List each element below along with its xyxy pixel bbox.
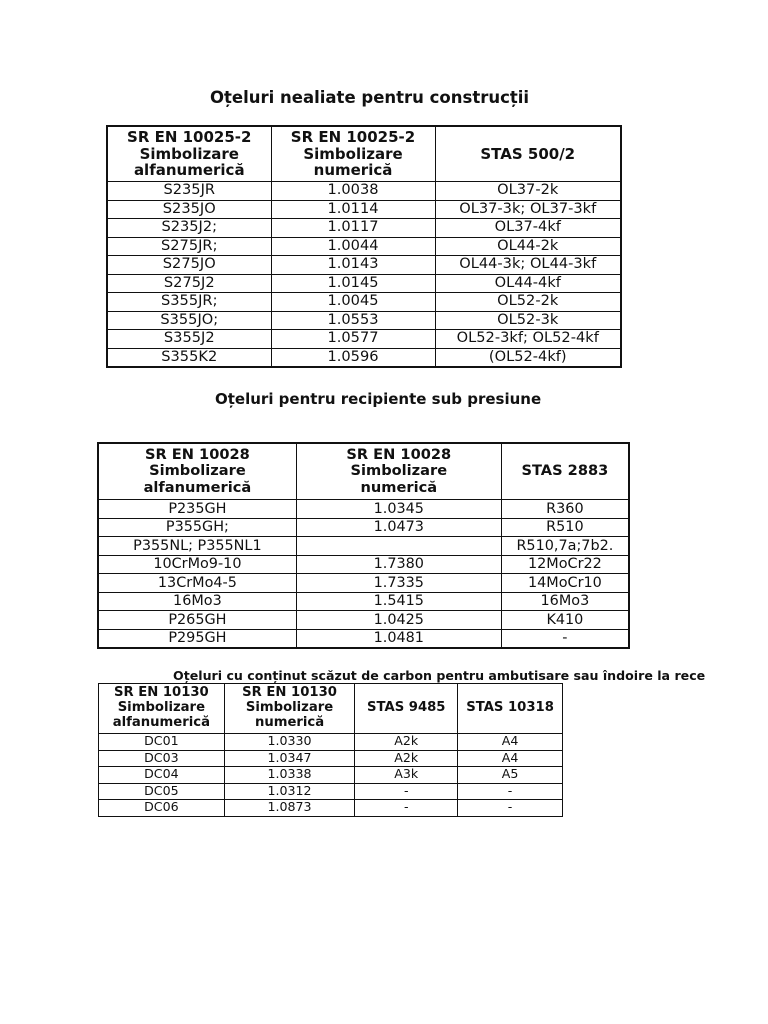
table-cell: 1.0596	[271, 348, 435, 367]
column-header-line: SR EN 10130	[113, 685, 209, 701]
table-ambutisare	[98, 683, 563, 817]
table-recipiente	[97, 442, 630, 649]
section-title-ambutisare: Oțeluri cu conținut scăzut de carbon pentru ambutisare sau îndoire la rece	[173, 668, 706, 683]
column-header	[296, 443, 501, 500]
table-row	[107, 348, 621, 367]
table-cell: S275JR;	[107, 237, 271, 256]
table-cell: -	[355, 800, 458, 817]
table-cell: P355NL; P355NL1	[98, 537, 296, 556]
table-row	[107, 311, 621, 330]
column-header	[107, 126, 271, 182]
table-cell: OL37-2k	[435, 182, 621, 201]
column-header	[355, 684, 458, 734]
table-cell: S355JO;	[107, 311, 271, 330]
table-cell: S235J2;	[107, 219, 271, 238]
table-cell: OL37-4kf	[435, 219, 621, 238]
column-header	[99, 684, 225, 734]
column-header-line: numerică	[313, 161, 393, 180]
table-row	[107, 274, 621, 293]
column-header	[435, 126, 621, 182]
column-header	[224, 684, 355, 734]
column-header-line: SR EN 10028	[346, 445, 452, 463]
table-cell: P295GH	[98, 629, 296, 648]
table-cell: 1.5415	[296, 592, 501, 611]
table-cell: A4	[458, 734, 563, 751]
column-header-line: Simbolizare	[350, 462, 448, 480]
table-cell: 12MoCr22	[501, 555, 629, 574]
table-row	[99, 783, 563, 800]
column-header-line: STAS 500/2	[480, 144, 576, 163]
column-header-line: alfanumerică	[112, 714, 210, 730]
section-title-recipiente: Oțeluri pentru recipiente sub presiune	[215, 390, 542, 408]
table-cell: P235GH	[98, 500, 296, 519]
table-header-row	[99, 684, 563, 734]
column-header	[98, 443, 296, 500]
table-cell: DC06	[99, 800, 225, 817]
table-cell: 1.0330	[224, 734, 355, 751]
table-cell: S275JO	[107, 256, 271, 275]
table-row	[107, 293, 621, 312]
table-row	[99, 750, 563, 767]
table-cell: 1.0114	[271, 200, 435, 219]
table-cell: 16Mo3	[501, 592, 629, 611]
table-cell: 1.0312	[224, 783, 355, 800]
column-header	[271, 126, 435, 182]
table-cell: DC04	[99, 767, 225, 784]
table-row	[107, 219, 621, 238]
table-row	[99, 734, 563, 751]
table-cell: A2k	[355, 750, 458, 767]
column-header-line: Simbolizare	[245, 700, 334, 716]
column-header-line: STAS 2883	[521, 462, 609, 480]
table-cell: OL37-3k; OL37-3kf	[435, 200, 621, 219]
table-cell: DC03	[99, 750, 225, 767]
column-header	[458, 684, 563, 734]
table-cell: 1.0345	[296, 500, 501, 519]
table-cell: 1.0117	[271, 219, 435, 238]
table-cell: S355J2	[107, 330, 271, 349]
column-header-line: Simbolizare	[303, 144, 403, 163]
table-nealiate	[106, 125, 622, 368]
table-row	[98, 629, 629, 648]
section-title-nealiate: Oțeluri nealiate pentru construcții	[210, 88, 530, 107]
table-cell: 14MoCr10	[501, 574, 629, 593]
table-cell: DC01	[99, 734, 225, 751]
column-header-line: STAS 9485	[367, 700, 446, 716]
table-cell: 1.0425	[296, 611, 501, 630]
table-cell: -	[458, 800, 563, 817]
table-cell: -	[501, 629, 629, 648]
table-cell: 1.0338	[224, 767, 355, 784]
table-cell: OL52-2k	[435, 293, 621, 312]
column-header-line: SR EN 10025-2	[290, 127, 416, 146]
table-cell: P265GH	[98, 611, 296, 630]
table-row	[98, 518, 629, 537]
table-cell: S355JR;	[107, 293, 271, 312]
column-header-line: alfanumerică	[133, 161, 245, 180]
table-cell: A4	[458, 750, 563, 767]
table-cell: 1.7335	[296, 574, 501, 593]
table-row	[98, 555, 629, 574]
table-cell: S235JR	[107, 182, 271, 201]
column-header-line: alfanumerică	[143, 478, 252, 496]
column-header-line: SR EN 10025-2	[127, 127, 252, 146]
table-row	[107, 256, 621, 275]
table-cell: 1.7380	[296, 555, 501, 574]
column-header-line: Simbolizare	[117, 700, 206, 716]
column-header-line: numerică	[360, 478, 438, 496]
table-cell: DC05	[99, 783, 225, 800]
table-row	[107, 200, 621, 219]
table-row	[99, 800, 563, 817]
table-cell: OL52-3k	[435, 311, 621, 330]
table-cell: 16Mo3	[98, 592, 296, 611]
table-cell: 1.0143	[271, 256, 435, 275]
table-cell: (OL52-4kf)	[435, 348, 621, 367]
column-header-line: numerică	[254, 714, 325, 730]
table-cell: 13CrMo4-5	[98, 574, 296, 593]
table-cell: R510	[501, 518, 629, 537]
table-row	[98, 574, 629, 593]
table-row	[98, 500, 629, 519]
table-cell: 1.0873	[224, 800, 355, 817]
table-cell: K410	[501, 611, 629, 630]
column-header	[501, 443, 629, 500]
table-cell: OL44-2k	[435, 237, 621, 256]
table-cell: -	[458, 783, 563, 800]
table-cell: OL44-4kf	[435, 274, 621, 293]
table-row	[107, 237, 621, 256]
table-cell: 1.0145	[271, 274, 435, 293]
column-header-line: Simbolizare	[139, 144, 239, 163]
table-cell: -	[355, 783, 458, 800]
table-cell: 10CrMo9-10	[98, 555, 296, 574]
table-row	[107, 330, 621, 349]
table-cell: A2k	[355, 734, 458, 751]
table-cell: A3k	[355, 767, 458, 784]
table-cell: 1.0553	[271, 311, 435, 330]
table-cell: 1.0045	[271, 293, 435, 312]
table-cell	[296, 537, 501, 556]
table-cell: 1.0038	[271, 182, 435, 201]
table-cell: S355K2	[107, 348, 271, 367]
table-cell: OL44-3k; OL44-3kf	[435, 256, 621, 275]
table-cell: A5	[458, 767, 563, 784]
column-header-line: SR EN 10130	[242, 685, 337, 701]
table-header-row	[98, 443, 629, 500]
table-cell: R360	[501, 500, 629, 519]
table-cell: 1.0481	[296, 629, 501, 648]
table-header-row	[107, 126, 621, 182]
table-row	[98, 592, 629, 611]
table-row	[98, 611, 629, 630]
table-cell: R510,7a;7b2.	[501, 537, 629, 556]
table-row	[107, 182, 621, 201]
table-cell: 1.0577	[271, 330, 435, 349]
table-cell: P355GH;	[98, 518, 296, 537]
table-cell: 1.0044	[271, 237, 435, 256]
table-row	[99, 767, 563, 784]
table-row	[98, 537, 629, 556]
table-cell: S235JO	[107, 200, 271, 219]
column-header-line: STAS 10318	[466, 700, 554, 716]
table-cell: 1.0347	[224, 750, 355, 767]
table-cell: OL52-3kf; OL52-4kf	[435, 330, 621, 349]
column-header-line: Simbolizare	[149, 462, 246, 480]
table-cell: S275J2	[107, 274, 271, 293]
table-cell: 1.0473	[296, 518, 501, 537]
column-header-line: SR EN 10028	[144, 445, 250, 463]
